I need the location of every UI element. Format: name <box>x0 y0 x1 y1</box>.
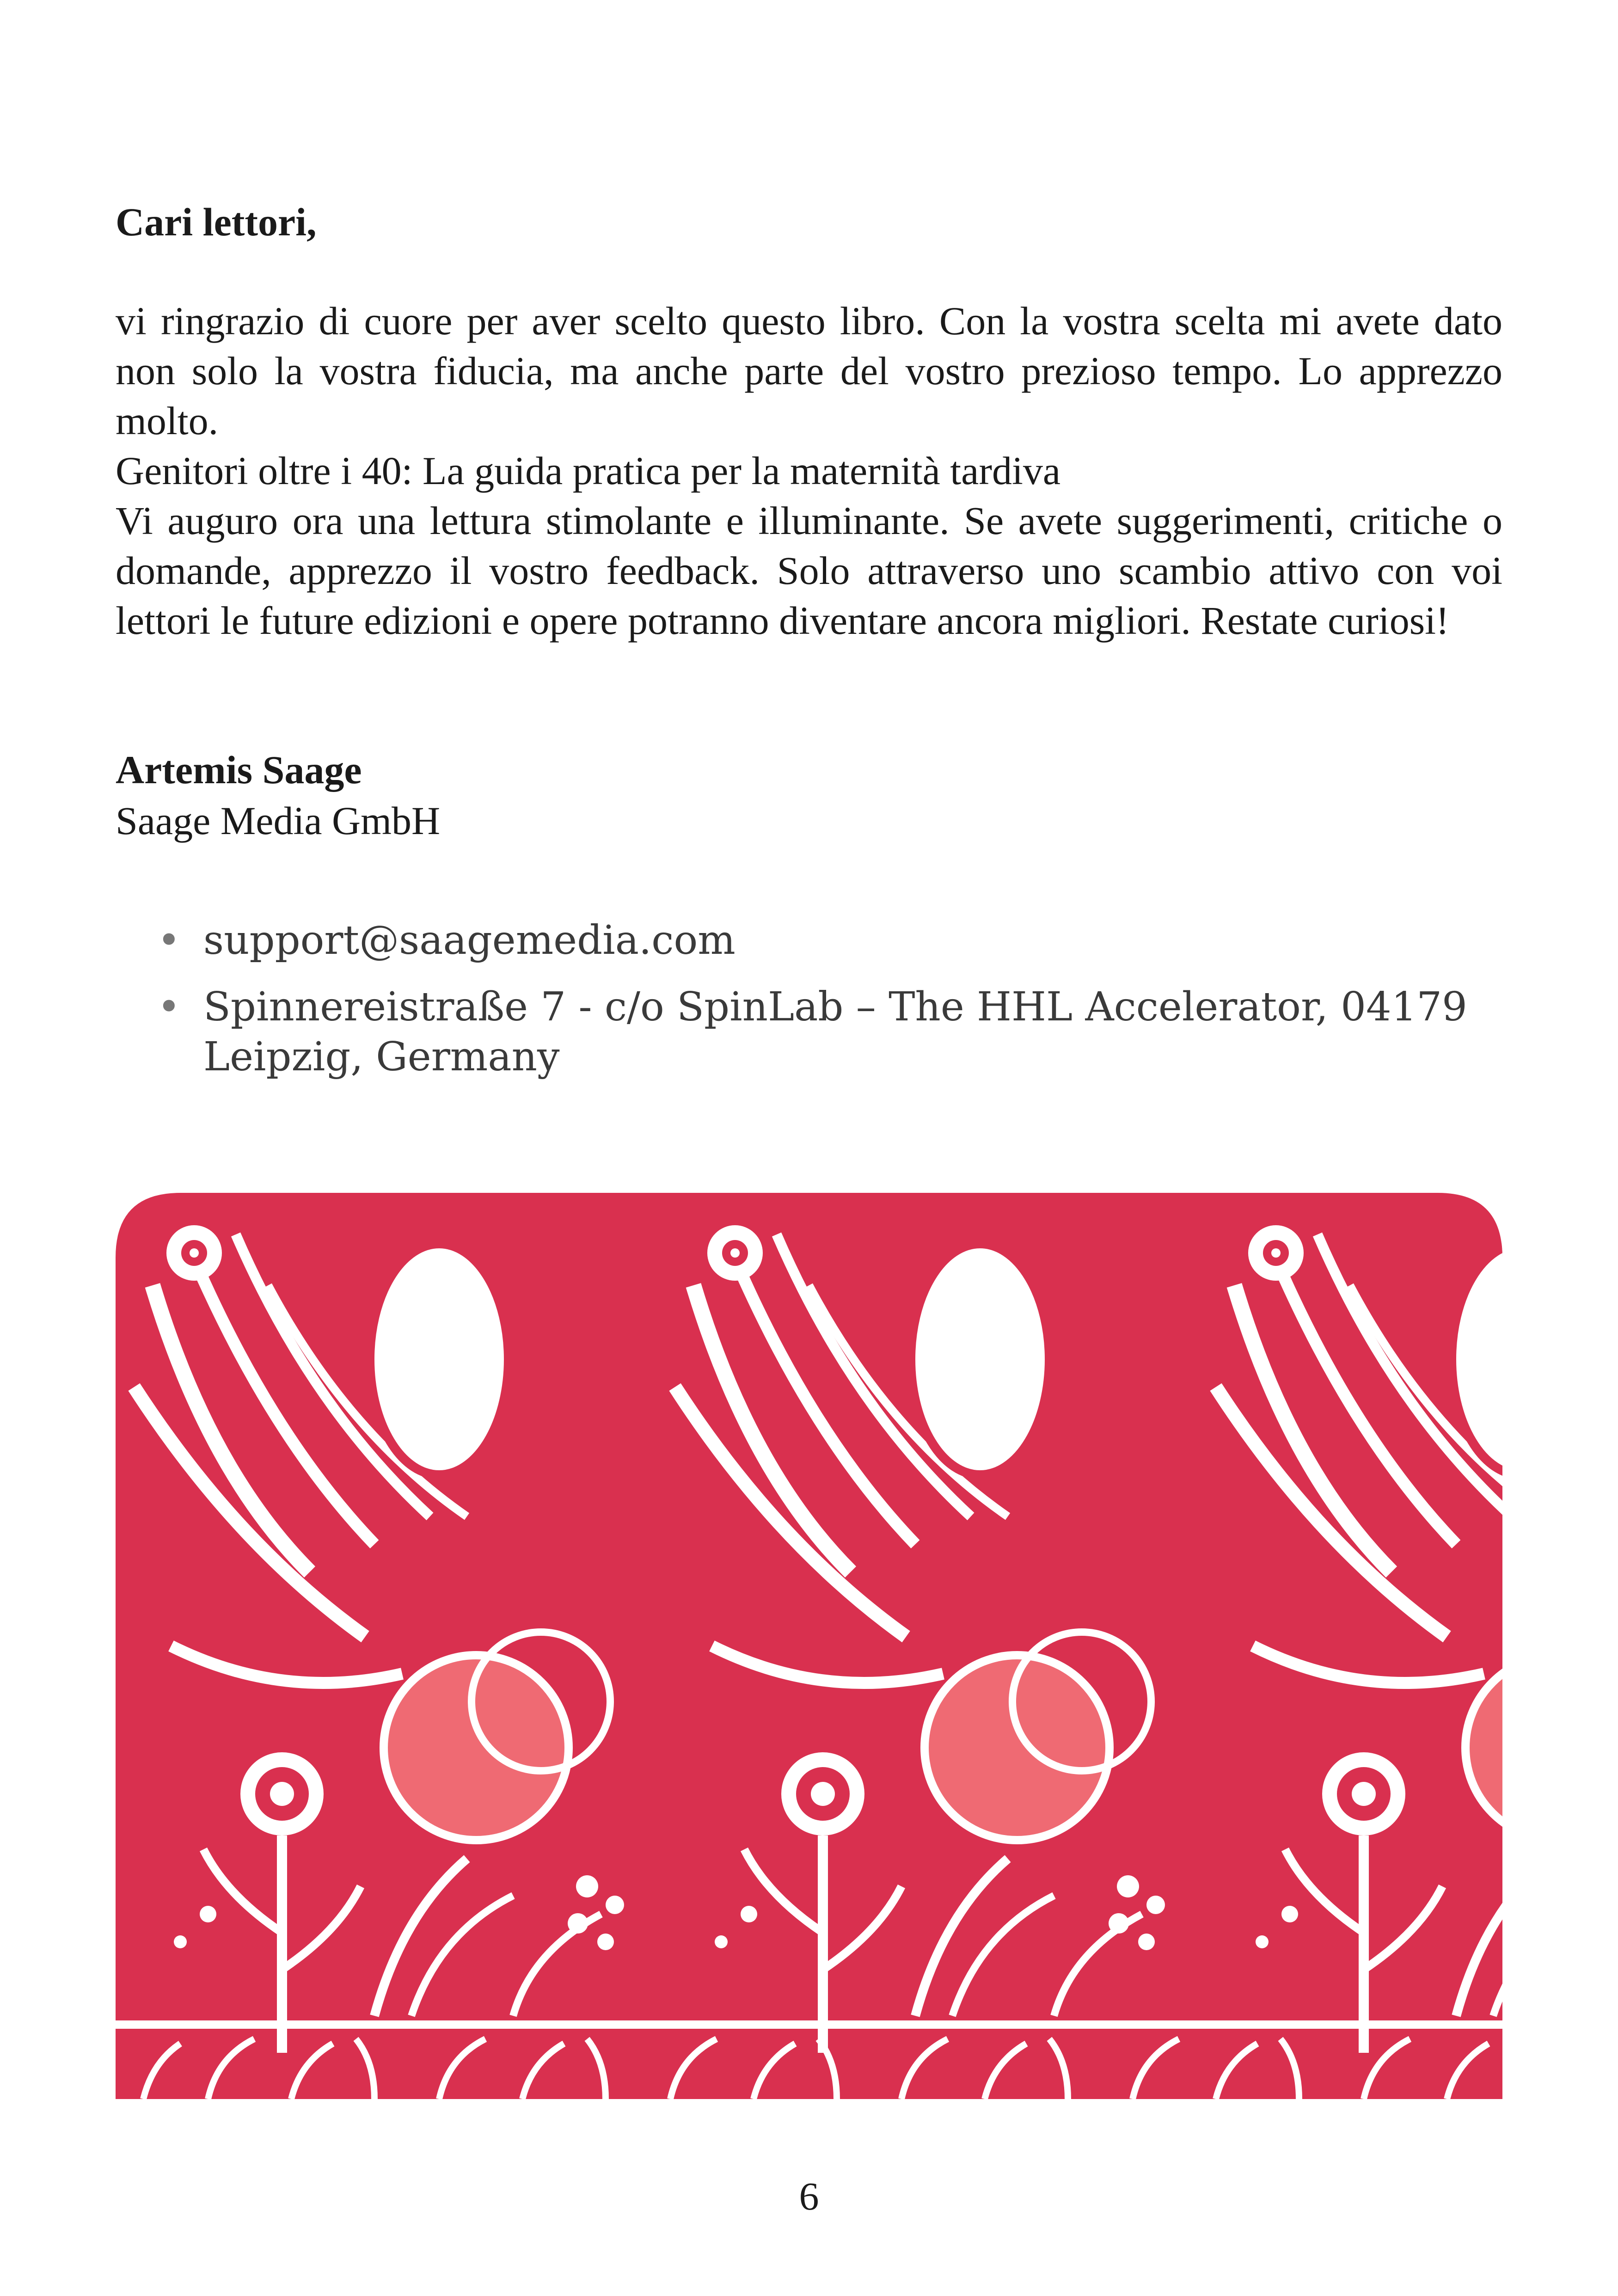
contact-email-text[interactable]: support@saagemedia.com <box>203 917 735 964</box>
letter-body <box>116 296 1502 645</box>
bullet-icon: • <box>157 984 181 1030</box>
contact-address <box>157 982 1544 1082</box>
bullet-icon: • <box>157 917 181 964</box>
company-name: Saage Media GmbH <box>116 798 441 843</box>
contact-list <box>157 915 1544 1099</box>
signature-block <box>116 744 440 846</box>
page-number: 6 <box>799 2174 819 2218</box>
book-title-line: Genitori oltre i 40: La guida pratica per la maternità tardiva <box>116 448 1061 493</box>
floral-linocut-illustration <box>116 1193 1502 2099</box>
contact-address-text: Spinnereistraße 7 - c/o SpinLab – The HHL Accelerator, 04179 Leipzig, Germany <box>203 984 1467 1080</box>
letter-paragraph: vi ringrazio di cuore per aver scelto questo libro. Con la vostra scelta mi avete dato non solo la vostra fiducia, ma anche parte del vostro prezioso tempo. Lo apprezzo molto. <box>116 299 1502 443</box>
letter-greeting: Cari lettori, <box>116 200 317 244</box>
letter-paragraph: Vi auguro ora una lettura stimolante e illuminante. Se avete suggerimenti, critiche o domande, apprezzo il vostro feedback. Solo attraverso uno scambio attivo con voi lettori le future edizioni e opere potranno diventare ancora migliori. Restate curiosi! <box>116 498 1502 643</box>
contact-email[interactable] <box>157 915 1544 965</box>
author-name: Artemis Saage <box>116 748 362 792</box>
